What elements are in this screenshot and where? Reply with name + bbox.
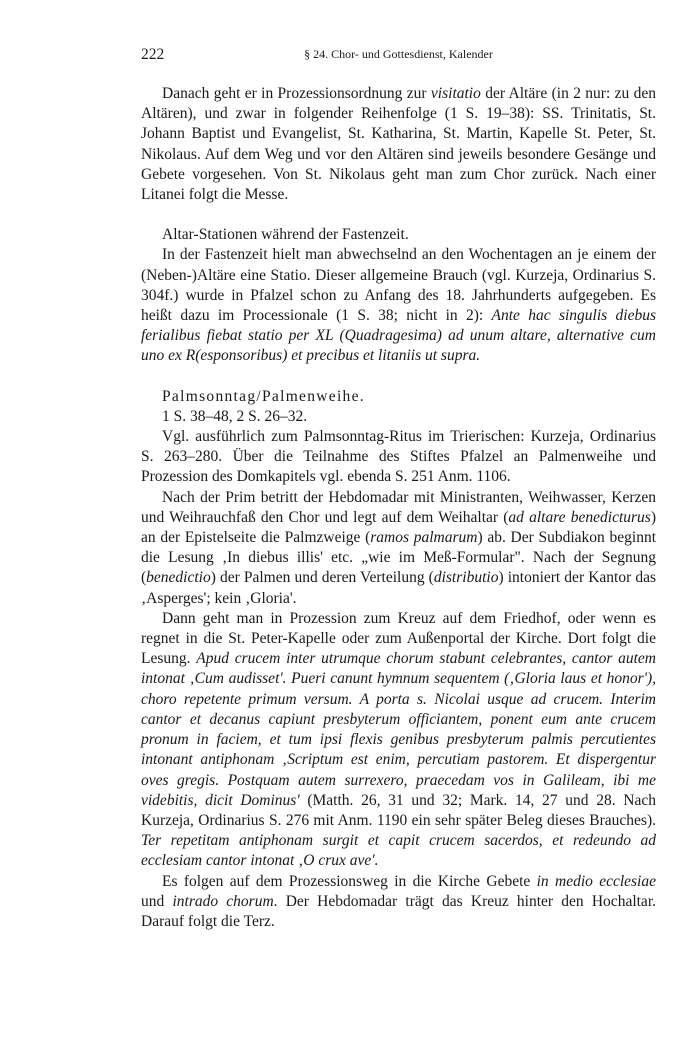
latin-quotation: intrado chorum xyxy=(172,892,274,910)
text-run: Vgl. ausführlich zum Palmsonntag-Ritus im Trierischen: Kurzeja, Ordinarius S. 263–280. Über die Teilnahme des Stiftes Pfalzel an Palmenweihe und Prozession des Domkapitels vgl. ebenda S. 251 Anm. 1106. xyxy=(141,428,656,486)
latin-quotation: distributio xyxy=(433,569,499,587)
body-text xyxy=(141,84,656,932)
page-header xyxy=(141,46,656,66)
text-run: ) an der Epistelseite die Palmzweige ( xyxy=(141,508,656,547)
latin-quotation: Ter repetitam antiphonam surgit et capit crucem sacerdos, et redeundo ad ecclesiam cantor intonat ‚O crux ave'. xyxy=(141,832,656,870)
text-run: ) intoniert der Kantor das ‚Asperges'; kein ‚Gloria'. xyxy=(141,569,656,607)
text-run: Palmsonntag/Palmenweihe. xyxy=(162,387,365,405)
text-run: Danach geht er in Prozessionsordnung zur xyxy=(162,85,431,102)
text-run: In der Fastenzeit hielt man abwechselnd an den Wochentagen an je einem der (Neben-)Altäre eine Statio. Dieser allgemeine Brauch (vgl. Kurzeja, Ordinarius S. 304f.) wurde in Pfalzel schon zu Anfang des 18. Jahrhunderts aufgegeben. Es heißt dazu im Processionale (1 S. 38; nicht in 2): xyxy=(141,246,656,325)
running-head: § 24. Chor- und Gottesdienst, Kalender xyxy=(304,47,493,61)
text-run: ) der Palmen und deren Verteilung ( xyxy=(210,569,434,587)
paragraph xyxy=(141,488,656,609)
latin-quotation: ramos palmarum xyxy=(370,529,478,547)
text-run: . Der Hebdomadar trägt das Kreuz hinter den Hochaltar. Darauf folgt die Terz. xyxy=(141,892,656,930)
paragraph xyxy=(141,387,656,407)
latin-quotation: ad altare benedicturus xyxy=(508,508,651,526)
text-run: 1 S. 38–48, 2 S. 26–32. xyxy=(162,407,308,425)
paragraph xyxy=(141,427,656,488)
text-run: Es folgen auf dem Prozessionsweg in die Kirche Gebete xyxy=(162,872,537,890)
paragraph xyxy=(141,84,656,205)
paragraph xyxy=(141,872,656,933)
latin-quotation: Ante hac singulis diebus ferialibus fiebat statio per XL (Quadragesima) ad unum altare, alternative cum uno ex R(esponsoribus) et precibus et litaniis ut supra. xyxy=(141,307,656,365)
latin-quotation: benedictio xyxy=(146,569,211,587)
text-run: ) ab. Der Subdiakon beginnt die Lesung ‚In diebus illis' etc. „wie im Meß-Formular". Nach der Segnung ( xyxy=(141,529,656,587)
paragraph xyxy=(141,609,656,872)
paragraph xyxy=(141,225,656,245)
paragraph xyxy=(141,407,656,427)
latin-quotation: Apud crucem inter utrumque chorum stabunt celebrantes, cantor autem intonat ‚Cum audisset'. Pueri canunt hymnum sequentem (‚Gloria laus et honor'), choro repetente primum versum. A porta s. Nicolai usque ad crucem. Interim cantor et decanus capiunt presbyterum officiantem, ponent eum ante crucem pronum in faciem, et tum ipsi flexis genibus presbyterum palmis percutientes intonant antiphonam ‚Scriptum est enim, percutiam pastorem. Et dispergentur oves gregis. Postquam autem surrexero, praecedam vos in Galileam, ibi me videbitis, dicit Dominus' xyxy=(141,650,656,809)
latin-quotation: visitatio xyxy=(430,85,481,102)
text-run: (Matth. 26, 31 und 32; Mark. 14, 27 und 28. Nach Kurzeja, Ordinarius S. 276 mit Anm. 1190 ein sehr später Beleg dieses Brauches). xyxy=(141,791,656,829)
page-number: 222 xyxy=(141,46,165,63)
text-run: Altar-Stationen während der Fastenzeit. xyxy=(162,226,409,244)
text-run: Dann geht man in Prozession zum Kreuz auf dem Friedhof, oder wenn es regnet in die St. Peter-Kapelle oder zum Außenportal der Kirche. Dort folgt die Lesung. xyxy=(141,609,656,668)
latin-quotation: in medio ecclesiae xyxy=(536,872,656,890)
text-run: und xyxy=(141,892,173,910)
paragraph xyxy=(141,245,656,366)
text-run: der Altäre (in 2 nur: zu den Altären), und zwar in folgender Reihenfolge (1 S. 19–38): SS. Trinitatis, St. Johann Baptist und Evangelist, St. Katharina, St. Martin, Kapelle St. Peter, St. Nikolaus. Auf dem Weg und vor den Altären sind jeweils besondere Gesänge und Gebete vorgesehen. Von St. Nikolaus geht man zum Chor zurück. Nach einer Litanei folgt die Messe. xyxy=(141,85,656,204)
text-run: Nach der Prim betritt der Hebdomadar mit Ministranten, Weihwasser, Kerzen und Weihrauchfaß den Chor und legt auf dem Weihaltar ( xyxy=(141,488,656,526)
